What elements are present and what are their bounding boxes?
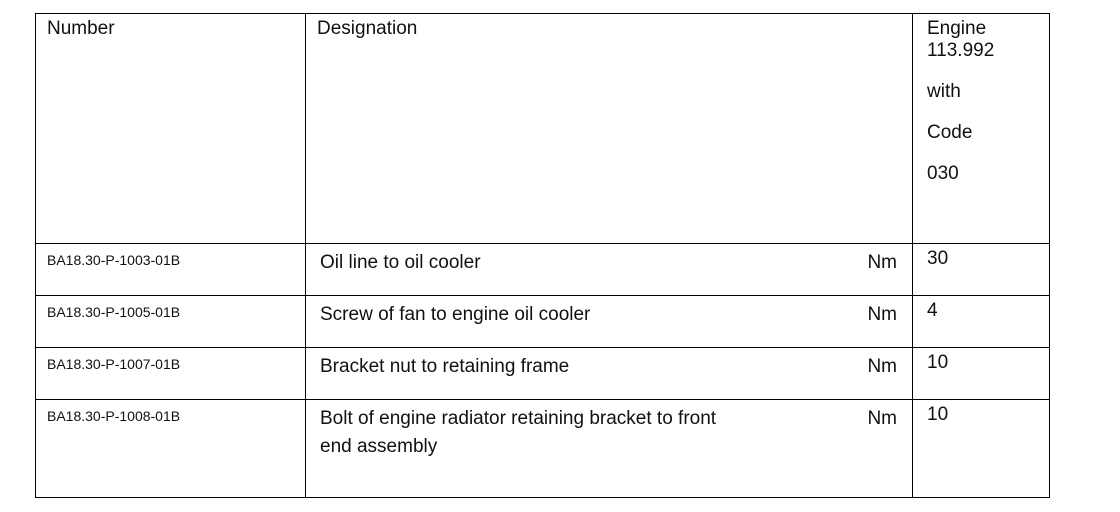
row-number: BA18.30-P-1008-01B [47,408,181,424]
designation-text: Screw of fan to engine oil cooler [320,304,591,325]
unit-label: Nm [867,304,897,325]
engine-line: with [927,81,961,102]
table-header-row [36,14,1050,244]
header-number: Number [47,18,115,39]
engine-line: 030 [927,163,959,184]
row-number: BA18.30-P-1005-01B [47,304,181,320]
row-designation [306,296,912,329]
row-designation [306,400,912,461]
row-value: 10 [927,352,949,373]
engine-line: Code [927,122,973,143]
header-engine-cell [913,14,1050,244]
row-number: BA18.30-P-1003-01B [47,252,181,268]
row-value: 4 [927,300,938,321]
row-value: 30 [927,248,949,269]
header-designation-cell [306,14,913,244]
engine-line: 113.992 [927,40,995,61]
torque-spec-table [35,13,1050,498]
unit-label: Nm [867,408,897,429]
engine-line: Engine [927,18,987,39]
table-row [36,400,1050,498]
table-row [36,244,1050,296]
row-designation [306,348,912,381]
row-value: 10 [927,404,949,425]
unit-label: Nm [867,356,897,377]
header-engine [913,14,1049,185]
designation-text: Bolt of engine radiator retaining bracket to front end assembly [320,408,717,457]
table-row [36,348,1050,400]
row-designation [306,244,912,277]
row-number: BA18.30-P-1007-01B [47,356,181,372]
header-number-cell [36,14,306,244]
table-row [36,296,1050,348]
unit-label: Nm [867,252,897,273]
header-designation: Designation [317,18,418,39]
designation-text: Oil line to oil cooler [320,252,481,273]
designation-text: Bracket nut to retaining frame [320,356,570,377]
